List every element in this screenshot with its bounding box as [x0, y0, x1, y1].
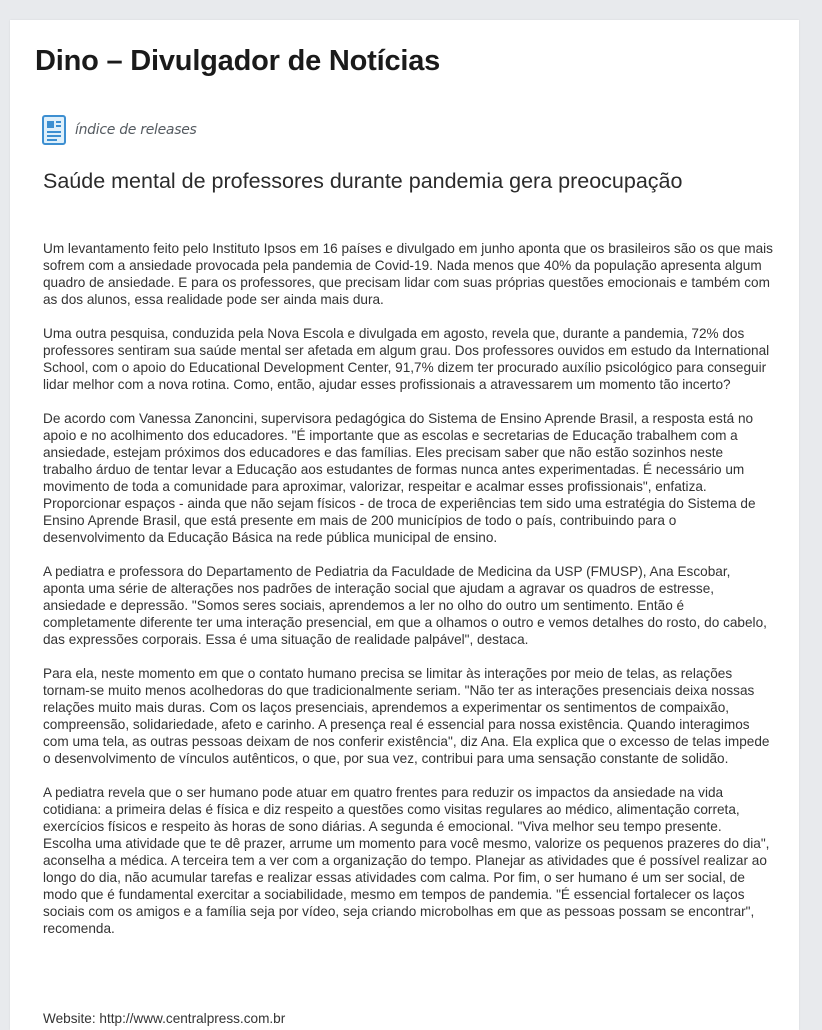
website-link[interactable]: Website: http://www.centralpress.com.br — [43, 1011, 286, 1026]
article-paragraph: A pediatra revela que o ser humano pode atuar em quatro frentes para reduzir os impactos da ansiedade na vida cotidiana: a primeira delas é física e diz respeito a questões como visitas regulares ao médico, alimentação correta, exercícios físicos e respeito às horas de sono diárias. A segunda é emocional. "Viva melhor seu tempo presente. Escolha uma atividade que te dê prazer, arrume um momento para você mesmo, valorize os pequenos prazeres do dia", aconselha a médica. A terceira tem a ver com a organização do tempo. Planejar as atividades que é possível realizar ao longo do dia, não acumular tarefas e realizar essas atividades com calma. Por fim, o ser humano é um ser social, de modo que é fundamental exercitar a sociabilidade, mesmo em tempos de pandemia. "É essencial fortalecer os laços sociais com os amigos e a família seja por vídeo, seja criando microbolhas em que as pessoas possam se encontrar", recomenda. — [43, 785, 770, 936]
release-index-label: índice de releases — [75, 122, 197, 138]
article-body — [43, 240, 773, 954]
release-index-link[interactable] — [42, 115, 197, 145]
article-headline: Saúde mental de professores durante pandemia gera preocupação — [43, 169, 683, 193]
article-paragraph: Um levantamento feito pelo Instituto Ipsos em 16 países e divulgado em junho aponta que os brasileiros são os que mais sofrem com a ansiedade provocada pela pandemia de Covid-19. Nada menos que 40% da população apresenta algum quadro de ansiedade. E para os professores, que precisam lidar com suas próprias questões emocionais e também com as dos alunos, essa realidade pode ser ainda mais dura. — [43, 241, 773, 307]
site-title: Dino – Divulgador de Notícias — [35, 45, 441, 77]
article-paragraph: De acordo com Vanessa Zanoncini, supervisora pedagógica do Sistema de Ensino Aprende Brasil, a resposta está no apoio e no acolhimento dos educadores. "É importante que as escolas e secretarias de Educação trabalhem com a ansiedade, estejam próximos dos educadores e das famílias. Eles precisam saber que não estão sozinhos neste trabalho árduo de tentar levar a Educação aos estudantes de formas nunca antes experimentadas. É necessário um movimento de toda a comunidade para aproximar, valorizar, respeitar e acalmar esses profissionais", enfatiza. Proporcionar espaços - ainda que não sejam físicos - de troca de experiências tem sido uma estratégia do Sistema de Ensino Aprende Brasil, que está presente em mais de 200 municípios de todo o país, contribuindo para o desenvolvimento da Educação Básica na rede pública municipal de ensino. — [43, 411, 756, 545]
article-paragraph: Uma outra pesquisa, conduzida pela Nova Escola e divulgada em agosto, revela que, durante a pandemia, 72% dos professores sentiram sua saúde mental ser afetada em algum grau. Dos professores ouvidos em estudo da International School, com o apoio do Educational Development Center, 91,7% dizem ter procurado auxílio psicológico para conseguir lidar melhor com a nova rotina. Como, então, ajudar esses profissionais a atravessarem um momento tão incerto? — [43, 326, 770, 392]
article-paragraph: Para ela, neste momento em que o contato humano precisa se limitar às interações por meio de telas, as relações tornam-se muito menos acolhedoras do que tradicionalmente seriam. "Não ter as interações presenciais deixa nossas relações muito mais duras. Com os laços presenciais, aprendemos a experimentar os sentimentos de compaixão, compreensão, solidariedade, afeto e carinho. A presença real é essencial para nossa existência. Quando interagimos com uma tela, as outras pessoas deixam de nos conferir existência", diz Ana. Ela explica que o excesso de telas impede o desenvolvimento de vínculos autênticos, o que, por sua vez, contribui para uma sensação constante de solidão. — [43, 666, 770, 766]
document-icon — [42, 115, 66, 145]
release-page — [10, 20, 799, 1030]
article-paragraph: A pediatra e professora do Departamento de Pediatria da Faculdade de Medicina da USP (FMUSP), Ana Escobar, aponta uma série de alterações nos padrões de interação social que ajudam a agravar os quadros de estresse, ansiedade e depressão. "Somos seres sociais, aprendemos a ler no olho do outro um sentimento. Então é completamente diferente ter uma interação presencial, em que a olhamos o outro e vemos detalhes do rosto, do cabelo, das expressões corporais. Essa é uma situação de realidade palpável", destaca. — [43, 564, 767, 647]
